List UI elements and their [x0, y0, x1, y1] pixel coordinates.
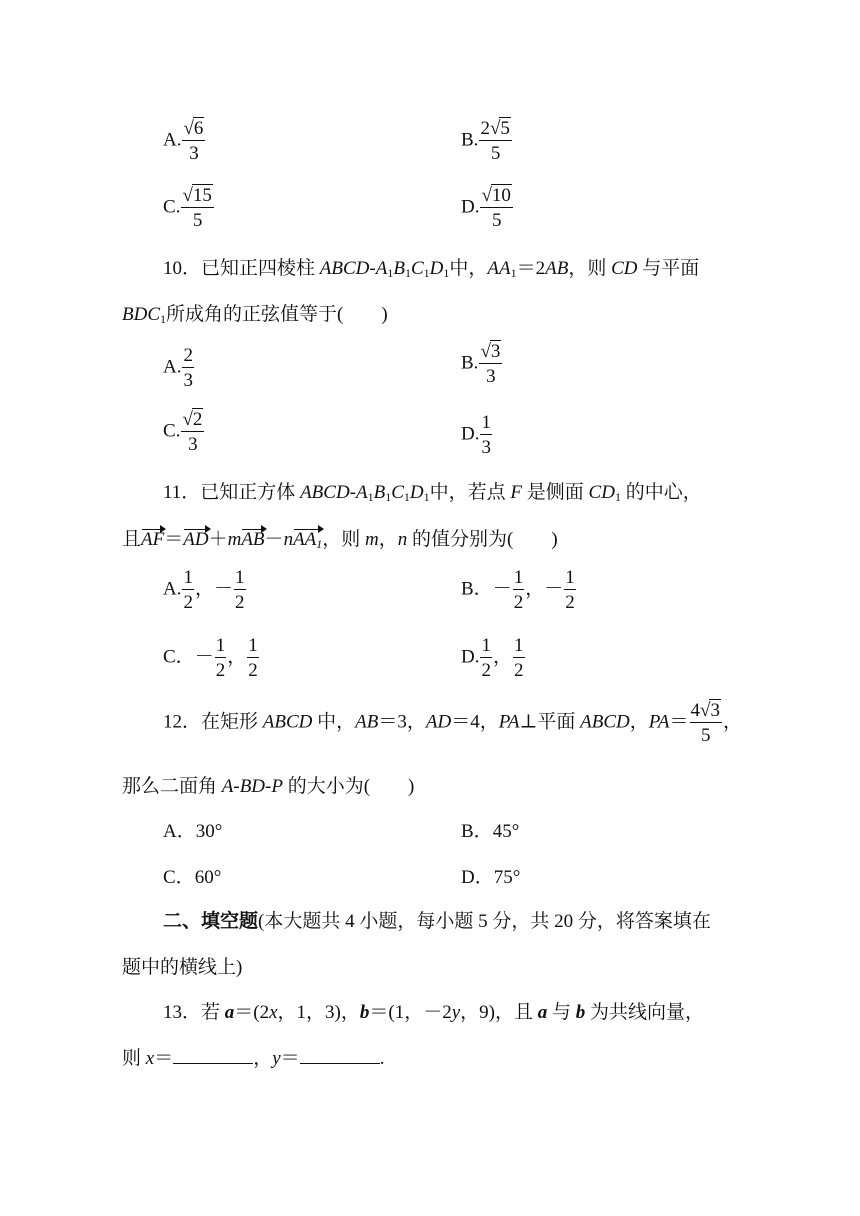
answer-blank-x[interactable] — [173, 1045, 253, 1064]
fraction-half: $\frac{1}{2}$ — [215, 635, 226, 681]
vector-af: AF — [141, 529, 165, 550]
q12-line2: 那么二面角 A-BD-P 的大小为( ) — [122, 776, 415, 797]
fraction-half: $\frac{1}{2}$ — [513, 567, 524, 613]
fraction-half: $\frac{1}{2}$ — [248, 635, 258, 681]
q12-option-d: D．75° — [461, 867, 521, 888]
q11-line1: 11．已知正方体 ABCD-$A_1B_1C_1D_1$中，若点 F 是侧面 $CD_1$ 的中心， — [163, 482, 702, 504]
q9-option-b: B. $\frac{2√5}{5}$ — [461, 118, 510, 164]
q10-option-c: C. $\frac{√2}{3}$ — [163, 409, 203, 455]
q12-line1: 12．在矩形 ABCD 中，AB＝3，AD＝4，PA⊥平面 ABCD，PA＝ $\frac{4√3}{5}$ ， — [163, 700, 742, 746]
q12-option-b: B．45° — [461, 821, 520, 842]
q12-option-a: A．30° — [163, 821, 223, 842]
fraction-half: $\frac{1}{2}$ — [481, 635, 491, 681]
q11-option-c: C．－ $\frac{1}{2}$ ， $\frac{1}{2}$ — [163, 635, 258, 681]
vector-aa1: $AA_1$ — [293, 529, 323, 551]
fraction: $\frac{2}{3}$ — [183, 345, 193, 391]
fraction: $\frac{√2}{3}$ — [182, 409, 203, 455]
q10-line2: $BDC_1$所成角的正弦值等于( ) — [122, 304, 388, 326]
q9-option-a: A. $\frac{√6}{3}$ — [163, 118, 204, 164]
fraction: $\frac{4√3}{5}$ — [690, 700, 720, 746]
q11-option-b: B．－ $\frac{1}{2}$ ，－ $\frac{1}{2}$ — [461, 567, 575, 613]
q12-option-c: C．60° — [163, 867, 222, 888]
fraction: $\frac{√15}{5}$ — [182, 185, 212, 231]
section-title: 二、填空题 — [163, 911, 259, 932]
fraction-half: $\frac{1}{2}$ — [514, 635, 524, 681]
section2-heading: 二、填空题(本大题共 4 小题，每小题 5 分，共 20 分，将答案填在 — [163, 911, 711, 932]
fraction: $\frac{√6}{3}$ — [183, 118, 204, 164]
q11-option-a: A. $\frac{1}{2}$ ，－ $\frac{1}{2}$ — [163, 567, 245, 613]
fraction: $\frac{1}{3}$ — [481, 412, 491, 458]
answer-blank-y[interactable] — [300, 1045, 380, 1064]
fraction: $\frac{2√5}{5}$ — [480, 118, 510, 164]
q13-line2: 则 x＝ ，y＝ . — [122, 1043, 384, 1070]
q11-line2: 且AF＝AD＋mAB－nAA$_1$，则 m，n 的值分别为( ) — [122, 529, 558, 551]
fraction: $\frac{√3}{3}$ — [480, 341, 501, 387]
q9-option-c: C. $\frac{√15}{5}$ — [163, 185, 212, 231]
q11-option-d: D. $\frac{1}{2}$ ， $\frac{1}{2}$ — [461, 635, 524, 681]
fraction: $\frac{√10}{5}$ — [481, 185, 511, 231]
q10-line1: 10．已知正四棱柱 ABCD-$A_1B_1C_1D_1$中，$AA_1=2AB$，则 CD 与平面 — [163, 258, 700, 280]
q9-option-d: D. $\frac{√10}{5}$ — [461, 185, 511, 231]
fraction-half: $\frac{1}{2}$ — [565, 567, 575, 613]
q13-line1: 13．若 a＝(2x，1，3)，b＝(1，－2y，9)，且 a 与 b 为共线向量， — [163, 1002, 704, 1023]
q10-option-d: D. $\frac{1}{3}$ — [461, 412, 491, 458]
q10-option-b: B. $\frac{√3}{3}$ — [461, 341, 501, 387]
vector-ad: AD — [183, 529, 209, 550]
fraction-half: $\frac{1}{2}$ — [183, 567, 193, 613]
fraction-half: $\frac{1}{2}$ — [235, 567, 245, 613]
q10-option-a: A. $\frac{2}{3}$ — [163, 345, 193, 391]
vector-ab: AB — [241, 529, 265, 550]
section2-heading-line2: 题中的横线上) — [122, 957, 243, 978]
